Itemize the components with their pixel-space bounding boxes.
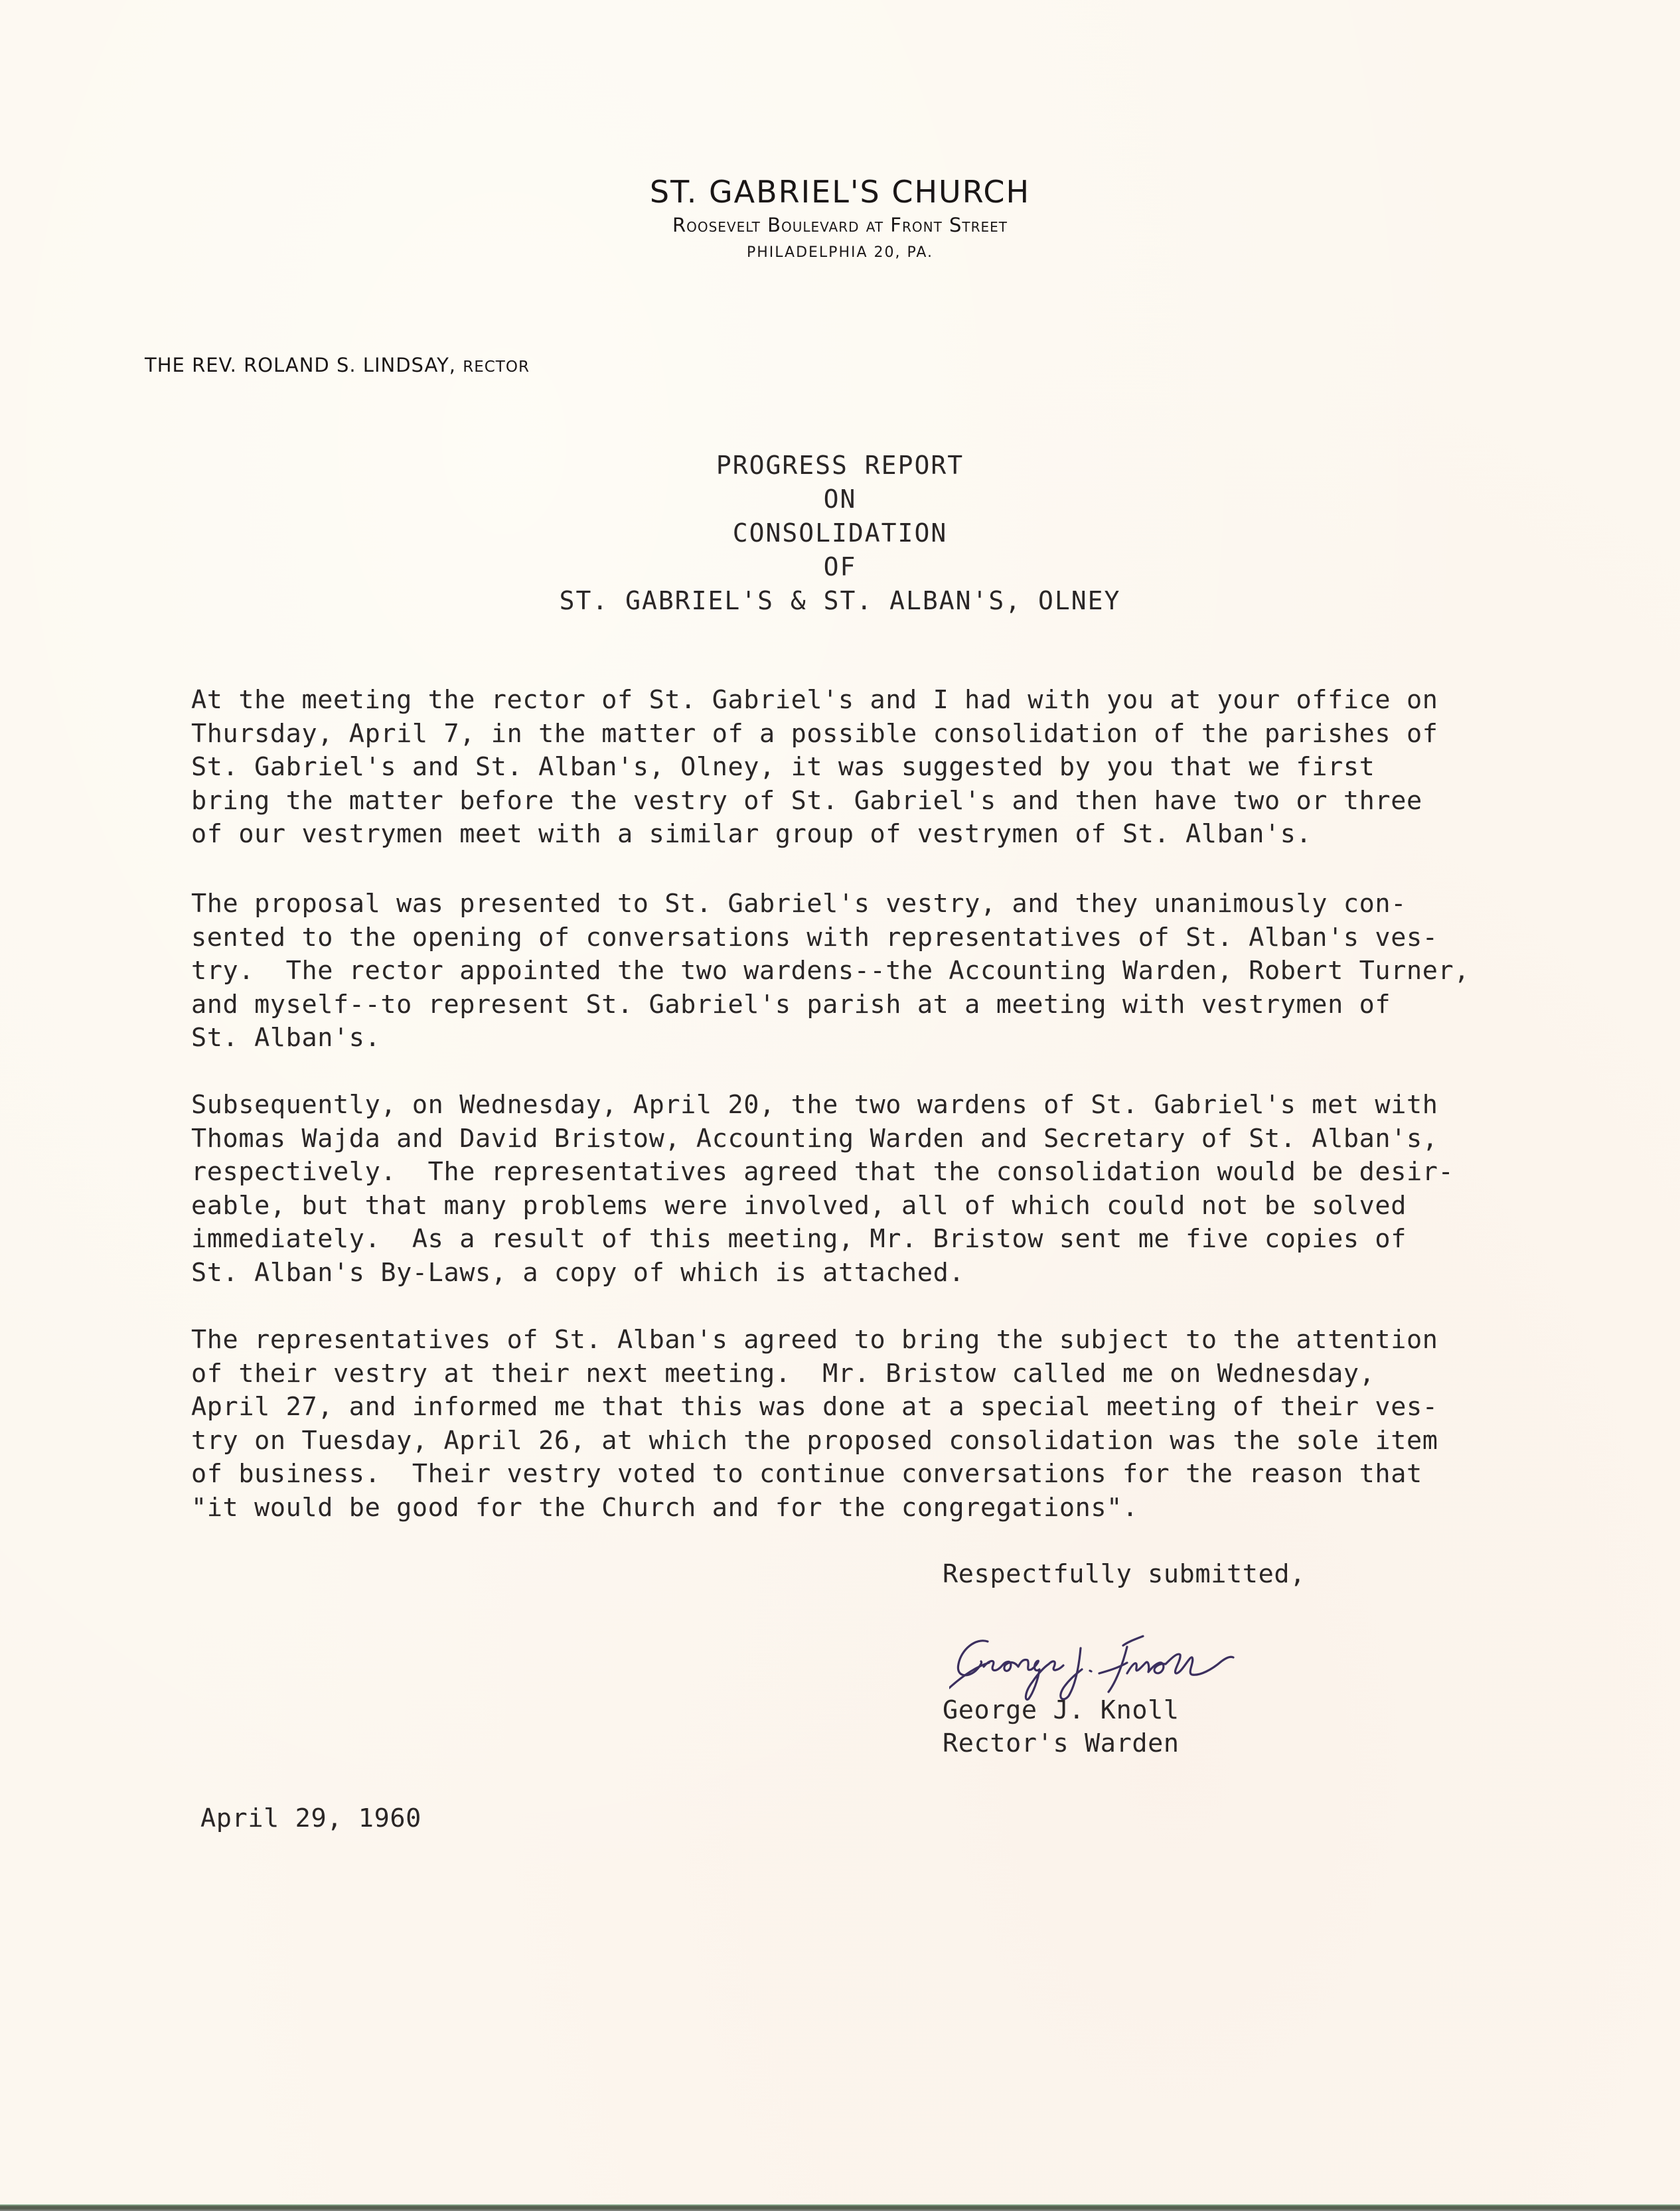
rector-line xyxy=(145,354,530,376)
report-title xyxy=(0,449,1680,618)
body-line: April 27, and informed me that this was done at a special meeting of their ves- xyxy=(191,1392,1438,1422)
letterhead-city: PHILADELPHIA 20, PA. xyxy=(746,244,934,261)
body-line: bring the matter before the vestry of St. Gabriel's and then have two or three xyxy=(191,785,1422,816)
body-line: of business. Their vestry voted to continue conversations for the reason that xyxy=(191,1459,1422,1489)
body-line: eable, but that many problems were involved, all of which could not be solved xyxy=(191,1190,1407,1221)
letterhead-church-name: ST. GABRIEL'S CHURCH xyxy=(649,174,1031,210)
body-paragraph-1 xyxy=(191,684,1572,852)
letterhead-address: Roosevelt Boulevard at Front Street xyxy=(672,214,1008,236)
body-line: of their vestry at their next meeting. Mr. Bristow called me on Wednesday, xyxy=(191,1358,1375,1389)
rector-comma: , xyxy=(449,354,463,376)
body-line: Thursday, April 7, in the matter of a possible consolidation of the parishes of xyxy=(191,718,1438,749)
report-title-line: PROGRESS REPORT xyxy=(716,451,964,480)
signature-block xyxy=(943,1694,1180,1760)
signer-name: George J. Knoll xyxy=(943,1695,1180,1725)
body-line: The proposal was presented to St. Gabriel's vestry, and they unanimously con- xyxy=(191,889,1407,919)
report-title-line: ON xyxy=(823,485,857,514)
body-line: try on Tuesday, April 26, at which the proposed consolidation was the sole item xyxy=(191,1425,1438,1456)
signer-title: Rector's Warden xyxy=(943,1728,1180,1758)
body-line: "it would be good for the Church and for the congregations". xyxy=(191,1492,1138,1523)
body-line: respectively. The representatives agreed that the consolidation would be desir- xyxy=(191,1157,1454,1187)
body-line: immediately. As a result of this meeting, Mr. Bristow sent me five copies of xyxy=(191,1224,1407,1254)
body-line: sented to the opening of conversations with representatives of St. Alban's ves- xyxy=(191,922,1438,953)
body-line: St. Alban's. xyxy=(191,1023,381,1053)
letter-date: April 29, 1960 xyxy=(200,1803,421,1833)
rector-title: RECTOR xyxy=(463,358,530,376)
body-line: St. Alban's By-Laws, a copy of which is attached. xyxy=(191,1257,965,1288)
handwritten-signature-icon xyxy=(949,1630,1241,1703)
rector-name: THE REV. ROLAND S. LINDSAY xyxy=(145,354,449,376)
report-title-line: ST. GABRIEL'S & ST. ALBAN'S, OLNEY xyxy=(559,586,1121,615)
body-paragraph-4 xyxy=(191,1324,1572,1525)
page-bottom-edge xyxy=(0,2204,1680,2211)
body-paragraph-2 xyxy=(191,887,1572,1055)
body-line: St. Gabriel's and St. Alban's, Olney, it was suggested by you that we first xyxy=(191,752,1375,782)
report-title-line: OF xyxy=(823,552,857,581)
closing-text: Respectfully submitted, xyxy=(943,1559,1306,1589)
body-paragraph-3 xyxy=(191,1089,1572,1290)
body-line: of our vestrymen meet with a similar group of vestrymen of St. Alban's. xyxy=(191,819,1312,849)
body-line: At the meeting the rector of St. Gabriel's and I had with you at your office on xyxy=(191,685,1438,715)
body-line: Thomas Wajda and David Bristow, Accounting Warden and Secretary of St. Alban's, xyxy=(191,1123,1438,1154)
body-line: and myself--to represent St. Gabriel's parish at a meeting with vestrymen of xyxy=(191,989,1391,1020)
report-title-line: CONSOLIDATION xyxy=(732,518,948,548)
body-line: The representatives of St. Alban's agreed to bring the subject to the attention xyxy=(191,1325,1438,1355)
body-line: try. The rector appointed the two wardens--the Accounting Warden, Robert Turner, xyxy=(191,956,1470,986)
body-line: Subsequently, on Wednesday, April 20, the two wardens of St. Gabriel's met with xyxy=(191,1090,1438,1120)
